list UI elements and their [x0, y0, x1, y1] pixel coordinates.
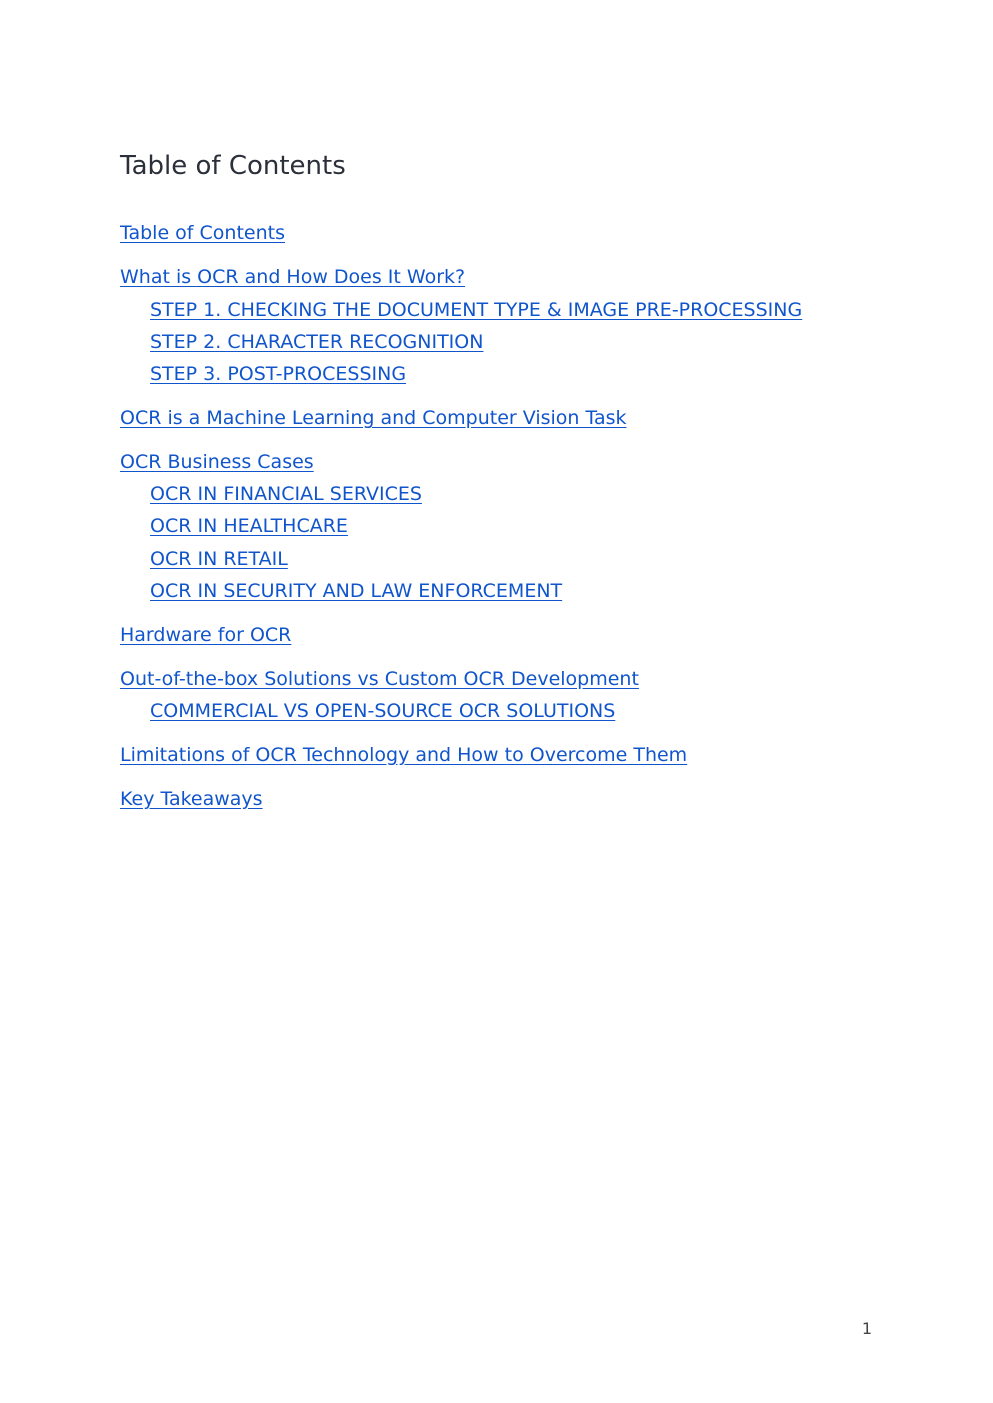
page-number: 1 [861, 1319, 872, 1338]
page-title: Table of Contents [120, 151, 346, 181]
toc-link-ocr-ml-cv-task[interactable]: OCR is a Machine Learning and Computer Vision Task [120, 407, 627, 429]
toc-link-key-takeaways[interactable]: Key Takeaways [120, 788, 263, 810]
toc-link-ocr-retail[interactable]: OCR IN RETAIL [150, 548, 288, 570]
toc-link-commercial-vs-open-source[interactable]: COMMERCIAL VS OPEN-SOURCE OCR SOLUTIONS [150, 700, 616, 722]
toc-link-ocr-security-law[interactable]: OCR IN SECURITY AND LAW ENFORCEMENT [150, 580, 563, 602]
toc-link-out-of-the-box-vs-custom[interactable]: Out-of-the-box Solutions vs Custom OCR Development [120, 668, 639, 690]
toc-link-ocr-financial-services[interactable]: OCR IN FINANCIAL SERVICES [150, 483, 422, 505]
toc-link-ocr-healthcare[interactable]: OCR IN HEALTHCARE [150, 515, 348, 537]
toc-link-limitations-of-ocr[interactable]: Limitations of OCR Technology and How to Overcome Them [120, 744, 688, 766]
toc-link-step-1[interactable]: STEP 1. CHECKING THE DOCUMENT TYPE & IMAGE PRE-PROCESSING [150, 299, 803, 321]
toc-link-ocr-business-cases[interactable]: OCR Business Cases [120, 451, 314, 473]
toc-link-step-3[interactable]: STEP 3. POST-PROCESSING [150, 363, 407, 385]
toc-link-table-of-contents[interactable]: Table of Contents [120, 222, 285, 244]
toc-link-hardware-for-ocr[interactable]: Hardware for OCR [120, 624, 292, 646]
toc-link-step-2[interactable]: STEP 2. CHARACTER RECOGNITION [150, 331, 484, 353]
toc-link-what-is-ocr[interactable]: What is OCR and How Does It Work? [120, 266, 466, 288]
